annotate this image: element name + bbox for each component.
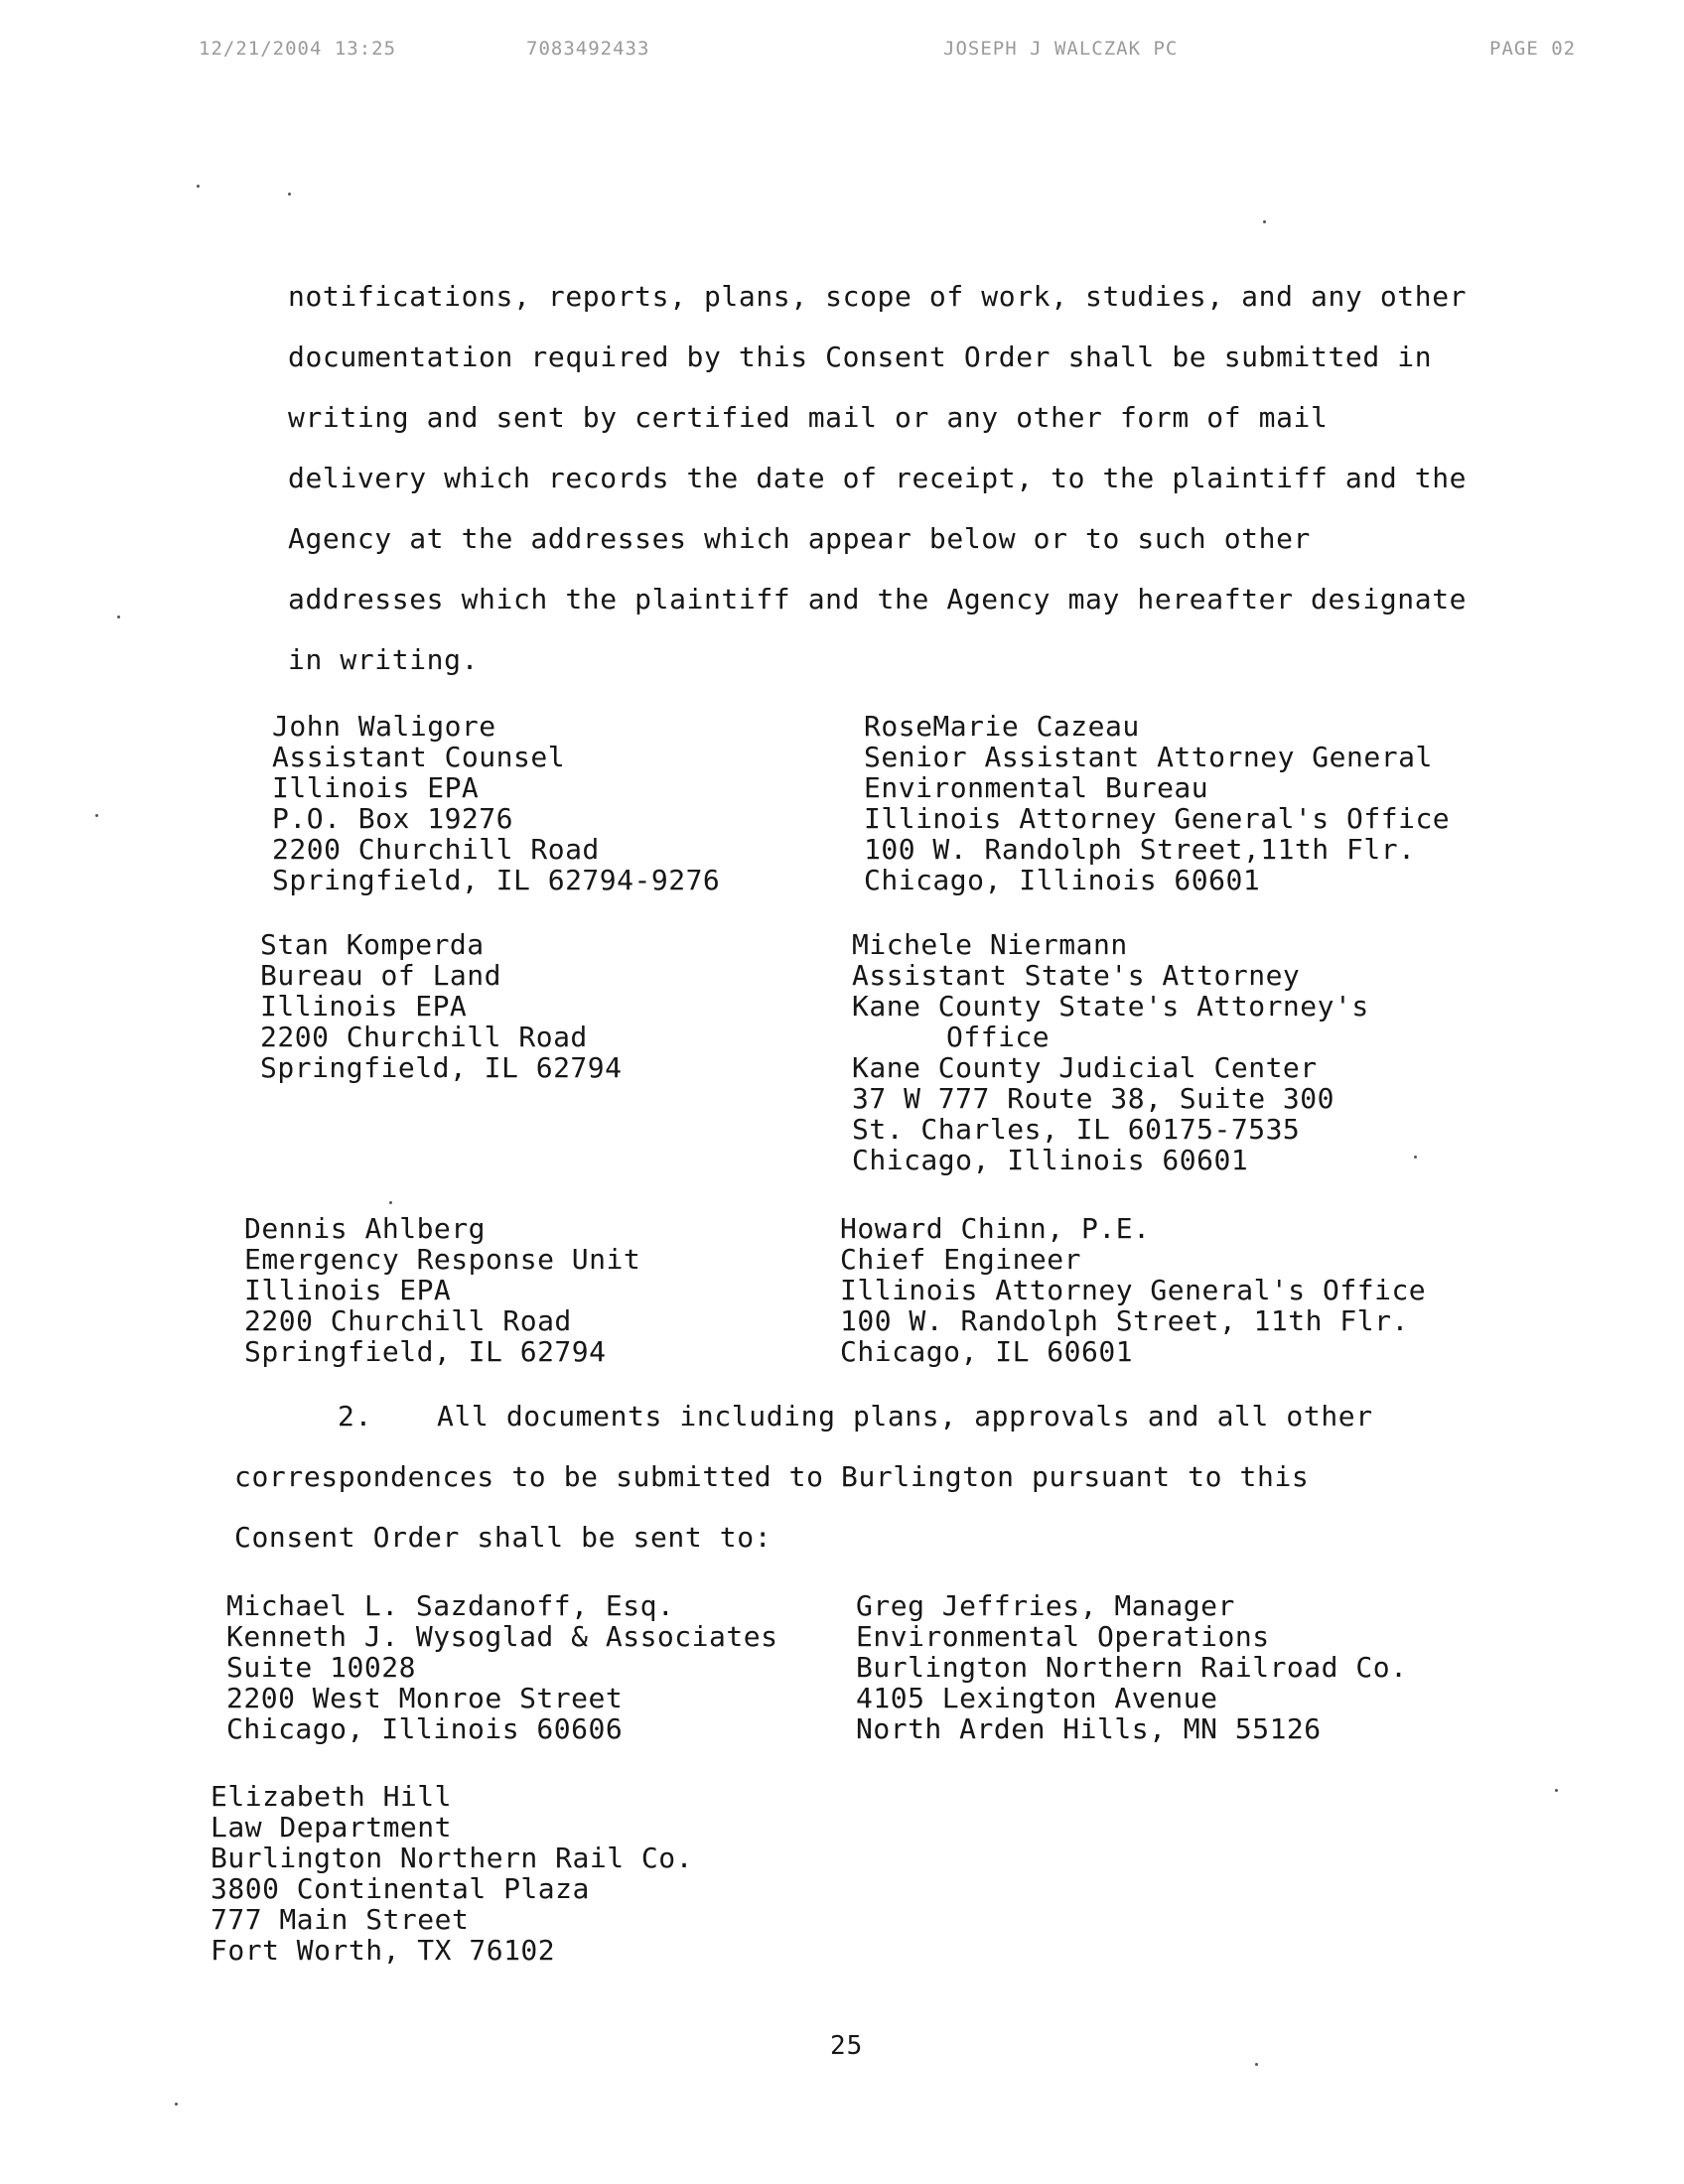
address-line: Illinois EPA [260,990,468,1023]
address-line: 2200 Churchill Road [244,1304,572,1337]
address-line: Chicago, Illinois 60606 [226,1712,624,1745]
address-line: Michael L. Sazdanoff, Esq. [226,1589,675,1622]
address-line: Assistant Counsel [272,741,566,773]
address-line: Dennis Ahlberg [244,1212,487,1245]
address-line: Chief Engineer [840,1243,1082,1276]
address-line: Illinois EPA [244,1274,452,1306]
address-line: Assistant State's Attorney [852,959,1301,992]
address-line: Suite 10028 [226,1651,416,1684]
address-line: Elizabeth Hill [210,1780,453,1813]
fax-phone: 7083492433 [526,38,650,60]
paragraph-line: writing and sent by certified mail or any other form of mail [288,401,1329,434]
address-line: Fort Worth, TX 76102 [210,1934,556,1967]
address-line: Law Department [210,1811,453,1843]
address-line: John Waligore [272,710,496,743]
address-line: Illinois Attorney General's Office [840,1274,1427,1306]
address-line: Kane County Judicial Center [852,1051,1318,1084]
address-line: 777 Main Street [210,1903,470,1936]
paragraph-line: delivery which records the date of receipt, to the plaintiff and the [288,462,1468,494]
paragraph-line: Consent Order shall be sent to: [234,1521,772,1554]
address-line: Illinois EPA [272,771,480,804]
address-line: Bureau of Land [260,959,502,992]
address-line: Stan Komperda [260,928,485,961]
address-line: Burlington Northern Railroad Co. [856,1651,1408,1684]
address-block-cazeau [864,711,1450,895]
paragraph-line: documentation required by this Consent Order shall be submitted in [288,341,1433,373]
address-line: 100 W. Randolph Street, 11th Flr. [840,1304,1409,1337]
address-line: Michele Niermann [852,928,1128,961]
address-line: Emergency Response Unit [244,1243,641,1276]
address-line: 4105 Lexington Avenue [856,1682,1218,1714]
address-block-ahlberg [244,1213,640,1367]
address-block-komperda [260,929,623,1083]
address-line: Senior Assistant Attorney General [864,741,1433,773]
intro-paragraph [288,266,1467,690]
address-block-waligore [272,711,720,895]
fax-header [0,38,1684,68]
address-line: Kane County State's Attorney's [852,990,1369,1023]
address-line: Howard Chinn, P.E. [840,1212,1151,1245]
address-line: P.O. Box 19276 [272,802,514,835]
address-block-chinn [840,1213,1426,1367]
address-line: Chicago, IL 60601 [840,1335,1134,1368]
address-line: Office [946,1021,1051,1053]
paragraph-line: in writing. [288,643,480,676]
address-line: Chicago, Illinois 60601 [864,864,1261,896]
address-block-sazdanoff [226,1590,777,1744]
address-block-jeffries [856,1590,1407,1744]
paragraph-line: addresses which the plaintiff and the Agency may hereafter designate [288,583,1468,615]
fax-page-label: PAGE 02 [1489,38,1577,60]
paragraph-line: correspondences to be submitted to Burlington pursuant to this [234,1460,1310,1493]
address-line: 37 W 777 Route 38, Suite 300 [852,1082,1335,1115]
address-line: 2200 West Monroe Street [226,1682,624,1714]
fax-date-time: 12/21/2004 13:25 [199,38,397,60]
address-line: Environmental Operations [856,1620,1270,1653]
address-block-hill [210,1781,693,1966]
address-line: RoseMarie Cazeau [864,710,1140,743]
item-number: 2. [338,1400,372,1433]
address-line: 3800 Continental Plaza [210,1872,590,1905]
fax-sender: JOSEPH J WALCZAK PC [943,38,1179,60]
paragraph-line: Agency at the addresses which appear below or to such other [288,522,1311,555]
paragraph-line: All documents including plans, approvals and all other [437,1400,1373,1433]
address-line: Springfield, IL 62794 [260,1051,623,1084]
address-line: St. Charles, IL 60175-7535 [852,1113,1301,1146]
address-line: Kenneth J. Wysoglad & Associates [226,1620,778,1653]
page-number: 25 [830,2031,864,2061]
address-line: Illinois Attorney General's Office [864,802,1451,835]
address-line: 2200 Churchill Road [272,833,600,866]
address-line: 2200 Churchill Road [260,1021,588,1053]
address-line: North Arden Hills, MN 55126 [856,1712,1322,1745]
address-line: Burlington Northern Rail Co. [210,1842,694,1874]
address-block-niermann [852,929,1369,1175]
address-line: 100 W. Randolph Street,11th Flr. [864,833,1416,866]
item-2-paragraph [234,1446,1309,1568]
address-line: Springfield, IL 62794-9276 [272,864,721,896]
address-line: Chicago, Illinois 60601 [852,1144,1249,1176]
item-2-first-line [437,1386,1373,1446]
address-line: Greg Jeffries, Manager [856,1589,1235,1622]
address-line: Environmental Bureau [864,771,1209,804]
address-line: Springfield, IL 62794 [244,1335,607,1368]
paragraph-line: notifications, reports, plans, scope of work, studies, and any other [288,280,1468,313]
